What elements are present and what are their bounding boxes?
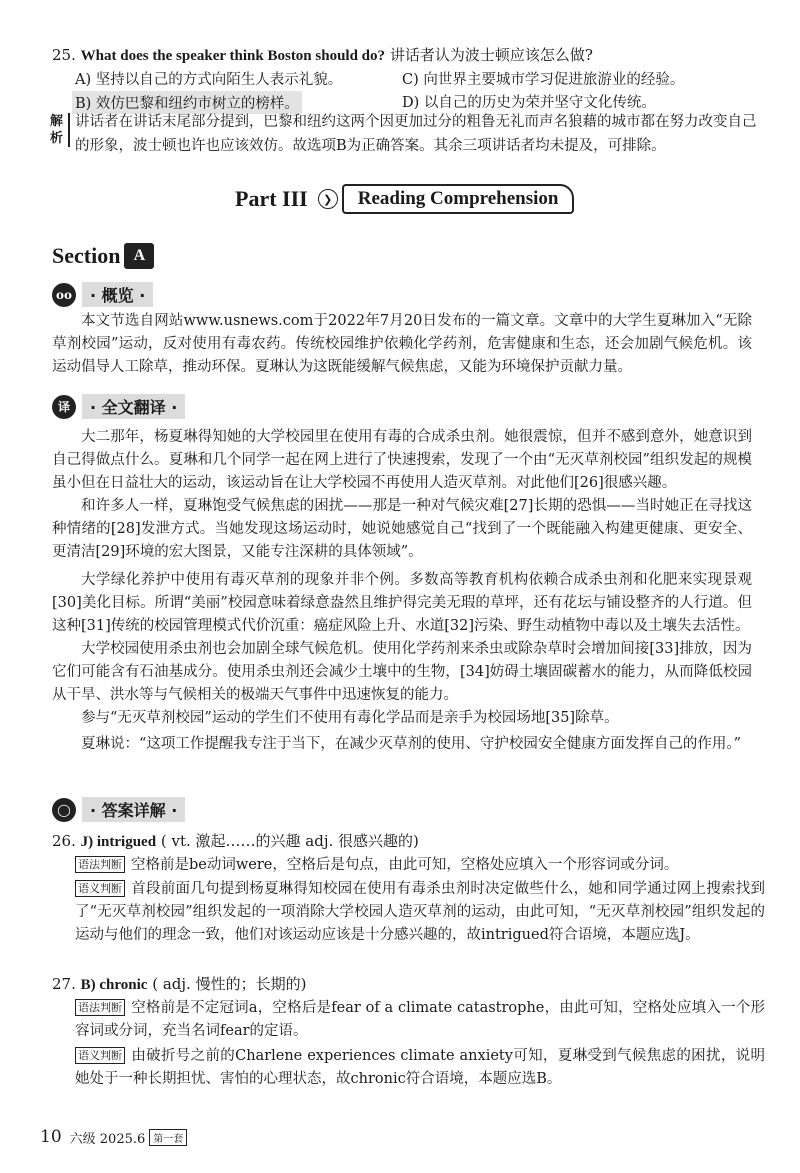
answer-choice: B) chronic [80, 977, 148, 993]
translation-paragraph: 大二那年，杨夏琳得知她的大学校园里在使用有毒的合成杀虫剂。她很震惊，但并不感到意外，她意识到自己得做点什么。夏琳和几个同学一起在网上进行了快速搜索，发现了一个由“无灭草剂校园”组织发起的规模虽小但在日益壮大的运动，该运动旨在让大学校园不再使用人造灭草剂。对此他们[26]很感兴趣。 [52, 429, 752, 491]
answer-number: 27. [52, 975, 76, 993]
answer-gloss: ( vt. 激起……的兴趣 adj. 很感兴趣的) [160, 832, 419, 850]
option-a: A) 坚持以自己的方式向陌生人表示礼貌。 [75, 72, 343, 88]
note-tag: 语法判断 [75, 856, 125, 873]
overview-heading-text: · 概览 · [82, 282, 153, 307]
note-text: 首段前面几句提到杨夏琳得知校园在使用有毒杀虫剂时决定做些什么，她和同学通过网上搜索找到了“无灭草剂校园”组织发起的一项消除大学校园人造灭草剂的运动，由此可知，“无灭草剂校园”组织发起的运动与他们的理念一致，他们对该运动应该是十分感兴趣的，故intrigued符合语境，本题应选J。 [75, 881, 765, 943]
part-title: Reading Comprehension [342, 184, 575, 214]
overview-heading [52, 282, 153, 307]
translation-heading-text: · 全文翻译 · [82, 394, 185, 419]
translation-paragraph: 参与“无灭草剂校园”运动的学生们不使用有毒化学品而是亲手为校园场地[35]除草。 [81, 710, 619, 726]
part-label: Part III [235, 186, 308, 211]
answer-26-title [52, 830, 419, 851]
analysis-label: 解析 [50, 113, 70, 147]
note-text: 空格前是不定冠词a，空格后是fear of a climate catastrophe，由此可知，空格处应填入一个形容词或分词，充当名词fear的定语。 [75, 1000, 765, 1039]
option-b-highlighted: B) 效仿巴黎和纽约市树立的榜样。 [72, 91, 302, 114]
question-english: What does the speaker think Boston should do? [80, 48, 386, 64]
question-number: 25. [52, 46, 76, 64]
question-25 [52, 44, 593, 65]
translation-paragraph: 大学绿化养护中使用有毒灭草剂的现象并非个例。多数高等教育机构依赖合成杀虫剂和化肥来实现景观[30]美化目标。所谓“美丽”校园意味着绿意盎然且维护得完美无瑕的草坪，还有花坛与铺设整齐的人行道。但这种[31]传统的校园管理模式代价沉重：癌症风险上升、水道[32]污染、野生动植物中毒以及土壤失去活性。 [52, 572, 752, 634]
exam-label: 六级 2025.6 [69, 1131, 146, 1147]
answer-number: 26. [52, 832, 76, 850]
arrow-icon: ❯ [318, 189, 338, 209]
page-footer [40, 1127, 187, 1147]
answer-choice: J) intrigued [80, 834, 157, 850]
analysis-text: 讲话者在讲话末尾部分提到，巴黎和纽约这两个因更加过分的粗鲁无礼而声名狼藉的城市都在努力改变自己的形象，波士顿也许也应该效仿。故选项B为正确答案。其余三项讲话者均未提及，可排除。 [75, 114, 757, 154]
option-c: C) 向世界主要城市学习促进旅游业的经验。 [402, 72, 685, 88]
glasses-icon: oo [52, 283, 76, 307]
answer-27-title [52, 973, 306, 994]
section-heading [52, 243, 154, 269]
translation-heading [52, 394, 185, 419]
option-d: D) 以自己的历史为荣并坚守文化传统。 [402, 95, 656, 111]
question-chinese: 讲话者认为波士顿应该怎么做? [389, 46, 593, 64]
note-tag: 语法判断 [75, 999, 125, 1016]
lightbulb-icon: ◯ [52, 798, 76, 822]
part-heading [235, 182, 574, 216]
answer-27-note-semantic [75, 1045, 765, 1091]
translation-paragraph: 和许多人一样，夏琳饱受气候焦虑的困扰——那是一种对气候灾难[27]长期的恐惧——当时她正在寻找这种情绪的[28]发泄方式。当她发现这场运动时，她说她感觉自己“找到了一个既能融入构建更健康、更安全、更清洁[29]环境的宏大图景，又能专注深耕的具体领域”。 [52, 498, 752, 560]
note-tag: 语义判断 [75, 1047, 125, 1064]
overview-text: 本文节选自网站www.usnews.com于2022年7月20日发布的一篇文章。文章中的大学生夏琳加入“无除草剂校园”运动，反对使用有毒农药。传统校园维护依赖化学药剂，危害健康和生态，还会加剧气候危机。该运动倡导人工除草，推动环保。夏琳认为这既能缓解气候焦虑，又能为环境保护贡献力量。 [52, 313, 752, 375]
answers-heading [52, 797, 185, 822]
page-number: 10 [40, 1127, 62, 1147]
note-text: 由破折号之前的Charlene experiences climate anxiety可知，夏琳受到气候焦虑的困扰，说明她处于一种长期担忧、害怕的心理状态，故chronic符合语境，本题应选B。 [75, 1048, 765, 1087]
answer-26-note-semantic [75, 878, 765, 947]
section-label: Section [52, 243, 121, 268]
set-label: 第一套 [149, 1129, 187, 1146]
section-letter: A [124, 243, 154, 269]
note-tag: 语义判断 [75, 880, 125, 897]
answer-27-note-grammar [75, 997, 765, 1043]
translate-icon: 译 [52, 395, 76, 419]
translation-paragraph: 大学校园使用杀虫剂也会加剧全球气候危机。使用化学药剂来杀虫或除杂草时会增加间接[33]排放，因为它们可能含有石油基成分。使用杀虫剂还会减少土壤中的生物，[34]妨碍土壤固碳蓄水的能力，从而降低校园从干旱、洪水等与气候相关的极端天气事件中迅速恢复的能力。 [52, 641, 752, 703]
answer-gloss: ( adj. 慢性的；长期的) [152, 975, 307, 993]
answers-heading-text: · 答案详解 · [82, 797, 185, 822]
translation-paragraph: 夏琳说：“这项工作提醒我专注于当下，在减少灭草剂的使用、守护校园安全健康方面发挥自己的作用。” [81, 736, 742, 752]
note-text: 空格前是be动词were，空格后是句点，由此可知，空格处应填入一个形容词或分词。 [131, 857, 679, 873]
answer-26-note-grammar [75, 854, 765, 877]
